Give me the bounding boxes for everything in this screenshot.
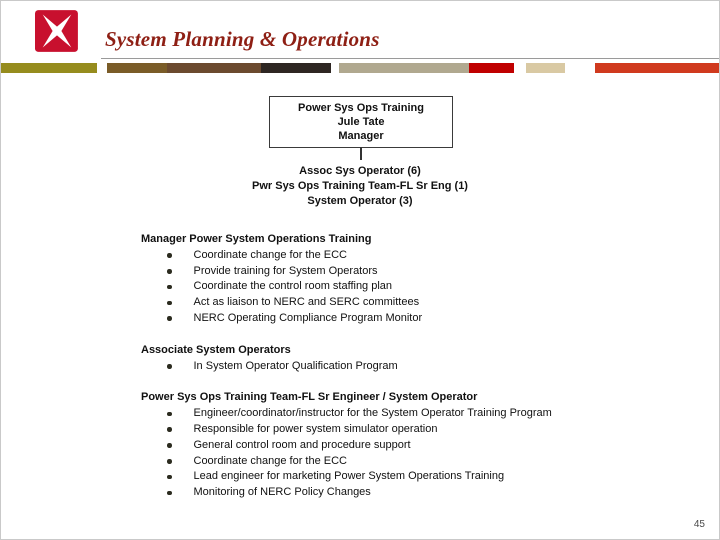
bullet-text: Coordinate change for the ECC xyxy=(193,454,347,467)
org-box-line: Jule Tate xyxy=(337,116,385,128)
stripe-segment xyxy=(565,63,595,73)
section-heading: Associate System Operators xyxy=(141,343,291,356)
bullet-text: In System Operator Qualification Program xyxy=(193,359,398,372)
bullet-item xyxy=(141,248,691,264)
bullet-text: Engineer/coordinator/instructor for the System Operator Training Program xyxy=(193,407,552,420)
bullet-icon xyxy=(167,269,172,274)
stripe-segment xyxy=(514,63,526,73)
bullet-item xyxy=(141,279,691,295)
bullet-icon xyxy=(167,253,172,258)
slide-body xyxy=(141,232,691,517)
section-heading: Power Sys Ops Training Team-FL Sr Engineer / System Operator xyxy=(141,391,478,404)
bullet-item xyxy=(141,422,691,438)
color-stripe xyxy=(1,63,719,73)
org-box-line: Power Sys Ops Training xyxy=(298,102,424,114)
section-training-team xyxy=(141,390,691,501)
stripe-segment xyxy=(1,63,97,73)
title-rule xyxy=(101,58,719,59)
bullet-item xyxy=(141,264,691,280)
bullet-icon xyxy=(167,316,172,321)
bullet-item xyxy=(141,295,691,311)
bullet-text: Monitoring of NERC Policy Changes xyxy=(193,486,371,499)
bullet-item xyxy=(141,311,691,327)
bullet-item xyxy=(141,438,691,454)
bullet-icon xyxy=(167,427,172,432)
bullet-text: General control room and procedure support xyxy=(193,438,411,451)
bullet-item xyxy=(141,454,691,470)
company-logo-icon xyxy=(35,9,79,55)
page-number: 45 xyxy=(693,519,705,530)
stripe-segment xyxy=(595,63,719,73)
org-subordinate-line: Pwr Sys Ops Training Team-FL Sr Eng (1) xyxy=(252,180,468,192)
bullet-icon xyxy=(167,285,172,290)
stripe-segment xyxy=(469,63,514,73)
bullet-text: Responsible for power system simulator operation xyxy=(193,422,438,435)
stripe-segment xyxy=(339,63,469,73)
bullet-text: Act as liaison to NERC and SERC committees xyxy=(193,296,420,309)
bullet-item xyxy=(141,485,691,501)
org-box-line: Manager xyxy=(338,130,384,142)
org-subordinate-line: Assoc Sys Operator (6) xyxy=(299,165,421,177)
bullet-item xyxy=(141,359,691,375)
org-subordinates xyxy=(1,164,719,209)
stripe-segment xyxy=(167,63,262,73)
bullet-icon xyxy=(167,412,172,417)
section-heading: Manager Power System Operations Training xyxy=(141,233,372,245)
stripe-segment xyxy=(526,63,566,73)
bullet-text: NERC Operating Compliance Program Monitor xyxy=(193,311,423,324)
bullet-text: Coordinate change for the ECC xyxy=(193,248,347,261)
section-associate xyxy=(141,343,691,375)
bullet-icon xyxy=(167,459,172,464)
bullet-icon xyxy=(167,491,172,496)
bullet-text: Lead engineer for marketing Power System Operations Training xyxy=(193,470,505,483)
bullet-item xyxy=(141,469,691,485)
stripe-segment xyxy=(261,63,331,73)
bullet-text: Coordinate the control room staffing plan xyxy=(193,280,393,293)
org-connector-line xyxy=(360,147,362,160)
org-subordinate-line: System Operator (3) xyxy=(307,195,413,207)
bullet-text: Provide training for System Operators xyxy=(193,264,378,277)
stripe-segment xyxy=(97,63,107,73)
stripe-segment xyxy=(331,63,339,73)
stripe-segment xyxy=(107,63,167,73)
bullet-icon xyxy=(167,443,172,448)
page-title: System Planning & Operations xyxy=(105,27,380,51)
bullet-item xyxy=(141,406,691,422)
section-manager xyxy=(141,232,691,327)
bullet-icon xyxy=(167,475,172,480)
org-chart-box xyxy=(269,96,453,148)
bullet-icon xyxy=(167,301,172,306)
bullet-icon xyxy=(167,364,172,369)
